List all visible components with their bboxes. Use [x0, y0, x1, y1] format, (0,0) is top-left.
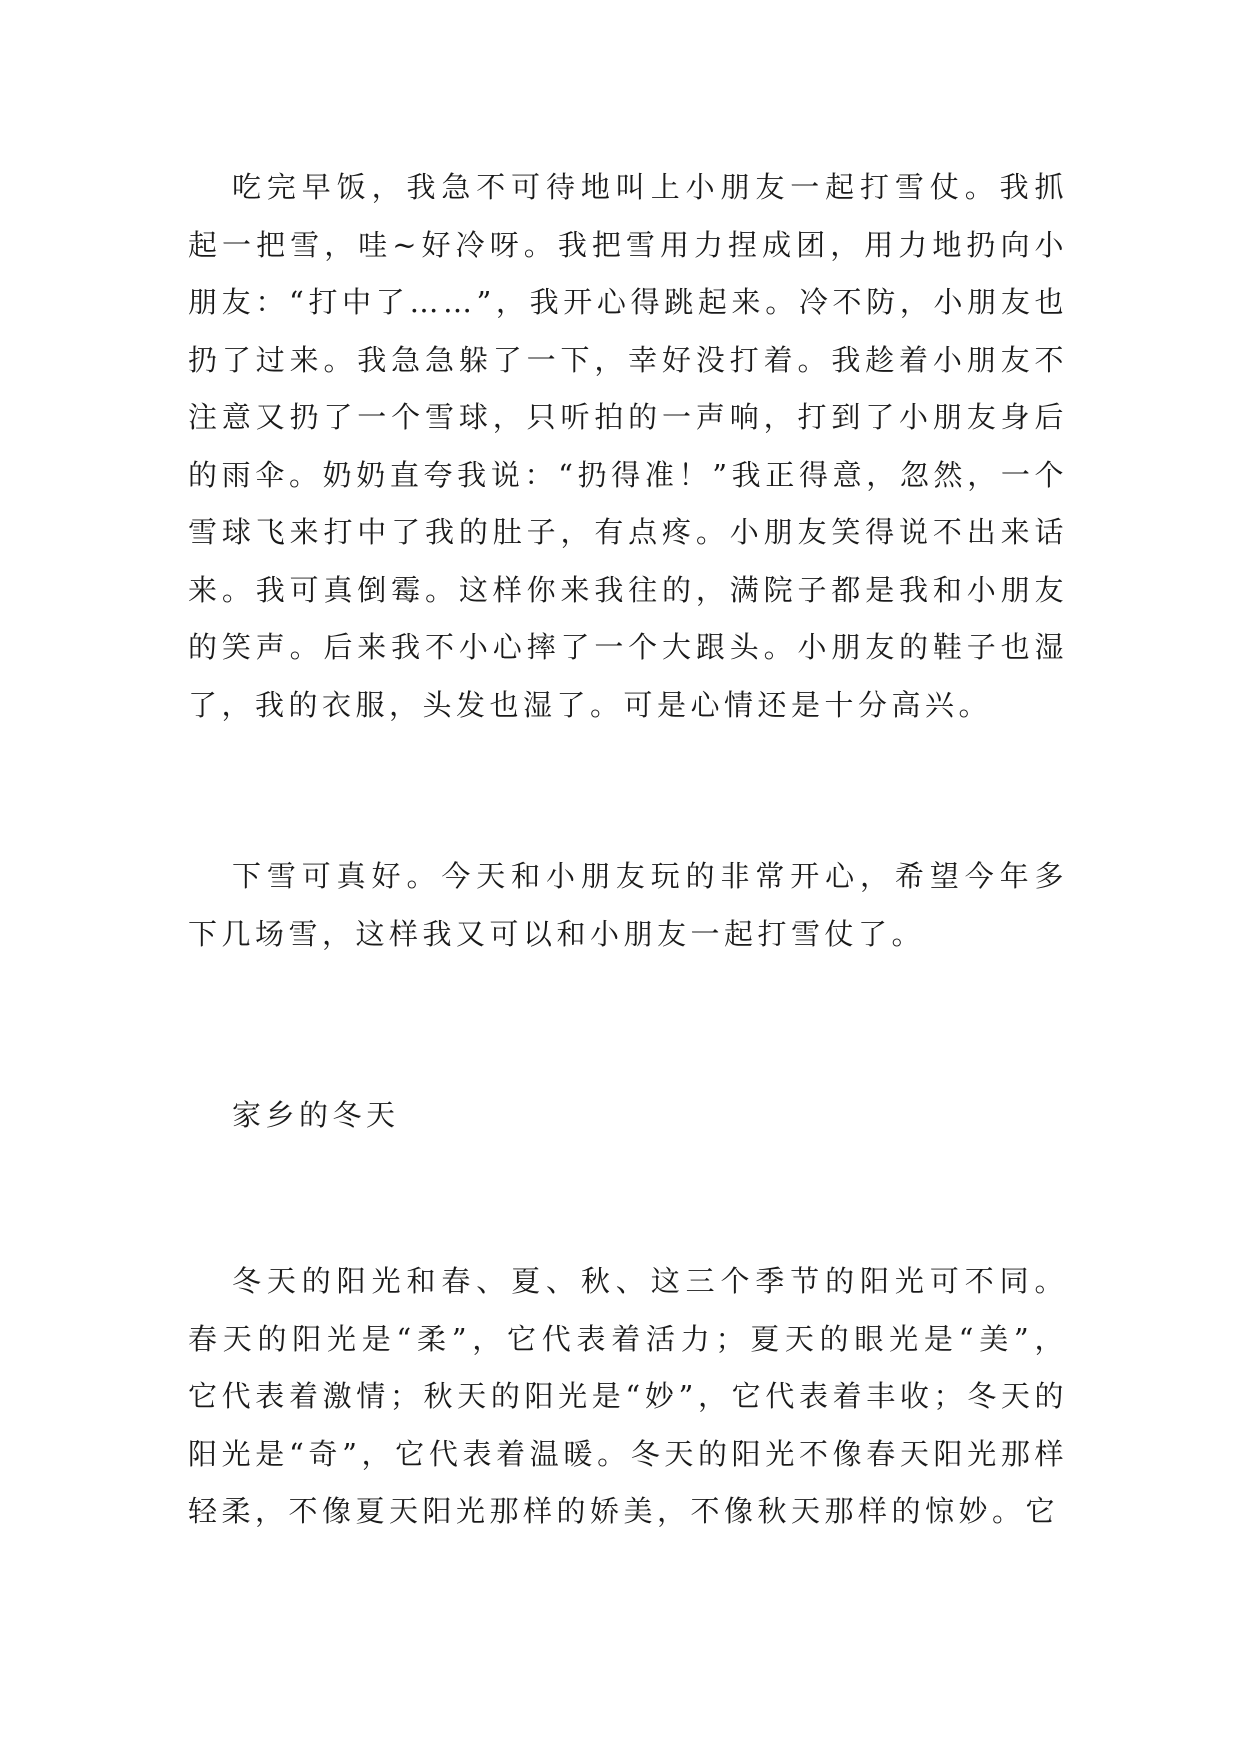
section-title: 家乡的冬天: [232, 1098, 400, 1132]
paragraph-conclusion: 下雪可真好。今天和小朋友玩的非常开心，希望今年多下几场雪，这样我又可以和小朋友一起打雪仗了。: [188, 859, 1068, 951]
paragraph-winter-sunshine: 冬天的阳光和春、夏、秋、这三个季节的阳光可不同。春天的阳光是“柔”，它代表着活力；夏天的眼光是“美”，它代表着激情；秋天的阳光是“妙”，它代表着丰收；冬天的阳光是“奇”，它代表着温暖。冬天的阳光不像春天阳光那样轻柔，不像夏天阳光那样的娇美，不像秋天那样的惊妙。它: [188, 1264, 1068, 1528]
paragraph-snowball-fight: 吃完早饭，我急不可待地叫上小朋友一起打雪仗。我抓起一把雪，哇~好冷呀。我把雪用力捏成团，用力地扔向小朋友：“打中了……”，我开心得跳起来。冷不防，小朋友也扔了过来。我急急躲了一下，幸好没打着。我趁着小朋友不注意又扔了一个雪球，只听拍的一声响，打到了小朋友身后的雨伞。奶奶直夸我说：“扔得准！”我正得意，忽然，一个雪球飞来打中了我的肚子，有点疼。小朋友笑得说不出来话来。我可真倒霉。这样你来我往的，满院子都是我和小朋友的笑声。后来我不小心摔了一个大跟头。小朋友的鞋子也湿了，我的衣服，头发也湿了。可是心情还是十分高兴。: [188, 170, 1068, 722]
